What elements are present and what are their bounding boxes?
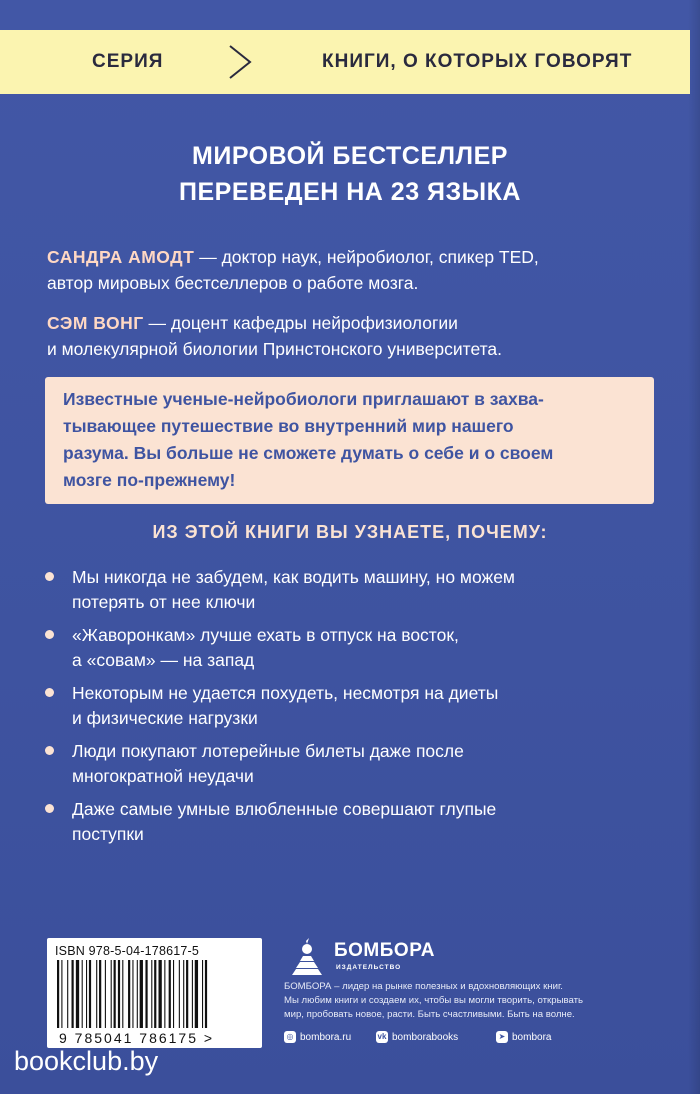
site-watermark: bookclub.by <box>14 1046 159 1076</box>
publisher-description-line: мир, пробовать новое, расти. Быть счастливыми. Быть на волне. <box>284 1009 575 1020</box>
list-item-text: многократной неудачи <box>72 766 254 786</box>
list-item-text: и физические нагрузки <box>72 708 258 728</box>
social-link-vk[interactable] <box>376 1031 458 1043</box>
blurb-line: разума. Вы больше не сможете думать о себе и о своем <box>63 443 554 463</box>
blurb-line: тывающее путешествие во внутренний мир нашего <box>63 416 514 436</box>
social-link-website[interactable] <box>284 1031 351 1043</box>
social-link-telegram[interactable] <box>496 1031 551 1043</box>
list-item-text: потерять от нее ключи <box>72 592 256 612</box>
list-item-text: «Жаворонкам» лучше ехать в отпуск на восток, <box>72 625 459 645</box>
headline-line-2: ПЕРЕВЕДЕН НА 23 ЯЗЫКА <box>179 178 521 206</box>
list-item-text: Мы никогда не забудем, как водить машину, но можем <box>72 567 515 587</box>
author-bio-text: — доктор наук, нейробиолог, спикер TED, <box>194 247 539 267</box>
blurb-line: Известные ученые-нейробиологи приглашают в захва- <box>63 389 544 409</box>
headline-line-1: МИРОВОЙ БЕСТСЕЛЛЕР <box>192 142 508 170</box>
author-bio <box>47 244 667 296</box>
author-bio-text: автор мировых бестселлеров о работе мозга. <box>47 273 419 293</box>
series-banner <box>0 30 690 94</box>
vk-icon: vk <box>377 1032 387 1041</box>
publisher-description-line: БОМБОРА – лидер на рынке полезных и вдохновляющих книг. <box>284 981 563 992</box>
publisher-description <box>284 980 644 1022</box>
author-bio-text: — доцент кафедры нейрофизиологии <box>143 313 458 333</box>
list-item-text: а «совам» — на запад <box>72 650 255 670</box>
telegram-icon: ➤ <box>496 1031 508 1043</box>
publisher-name: БОМБОРА <box>334 940 435 961</box>
chevron-right-icon <box>222 44 258 80</box>
author-bio <box>47 310 667 362</box>
list-item-text: поступки <box>72 824 144 844</box>
bullet-icon <box>45 630 54 639</box>
blurb-line: мозге по-прежнему! <box>63 470 236 490</box>
bullet-icon <box>45 804 54 813</box>
blurb-box <box>45 377 654 504</box>
bullet-icon <box>45 746 54 755</box>
list-item-text: Даже самые умные влюбленные совершают глупые <box>72 799 497 819</box>
social-links <box>284 1031 644 1047</box>
barcode-digits: 9 785041 786175 > <box>59 1030 215 1046</box>
isbn-number: ISBN 978-5-04-178617-5 <box>55 944 200 958</box>
blurb-text <box>63 386 643 494</box>
author-bio-text: и молекулярной биологии Принстонского университета. <box>47 339 503 359</box>
list-item-text: Люди покупают лотерейные билеты даже после <box>72 741 464 761</box>
publisher-subtitle: ИЗДАТЕЛЬСТВО <box>336 964 402 971</box>
author-name: САНДРА АМОДТ <box>47 247 195 267</box>
headline <box>0 138 700 210</box>
barcode <box>47 938 262 1048</box>
web-icon: ◎ <box>284 1031 296 1043</box>
social-link-label: bomborabooks <box>392 1031 459 1043</box>
barcode-bars-icon <box>55 960 254 1030</box>
series-label: СЕРИЯ <box>92 51 164 72</box>
social-link-label: bombora <box>512 1031 552 1043</box>
social-link-label: bombora.ru <box>300 1031 352 1043</box>
publisher-description-line: Мы любим книги и создаем их, чтобы вы могли творить, открывать <box>284 995 583 1006</box>
bullet-icon <box>45 572 54 581</box>
bombora-logo-icon <box>282 935 332 979</box>
learn-title: ИЗ ЭТОЙ КНИГИ ВЫ УЗНАЕТЕ, ПОЧЕМУ: <box>152 522 548 542</box>
author-name: СЭМ ВОНГ <box>47 313 144 333</box>
bullet-icon <box>45 688 54 697</box>
series-name: КНИГИ, О КОТОРЫХ ГОВОРЯТ <box>322 51 633 72</box>
list-item-text: Некоторым не удается похудеть, несмотря на диеты <box>72 683 499 703</box>
